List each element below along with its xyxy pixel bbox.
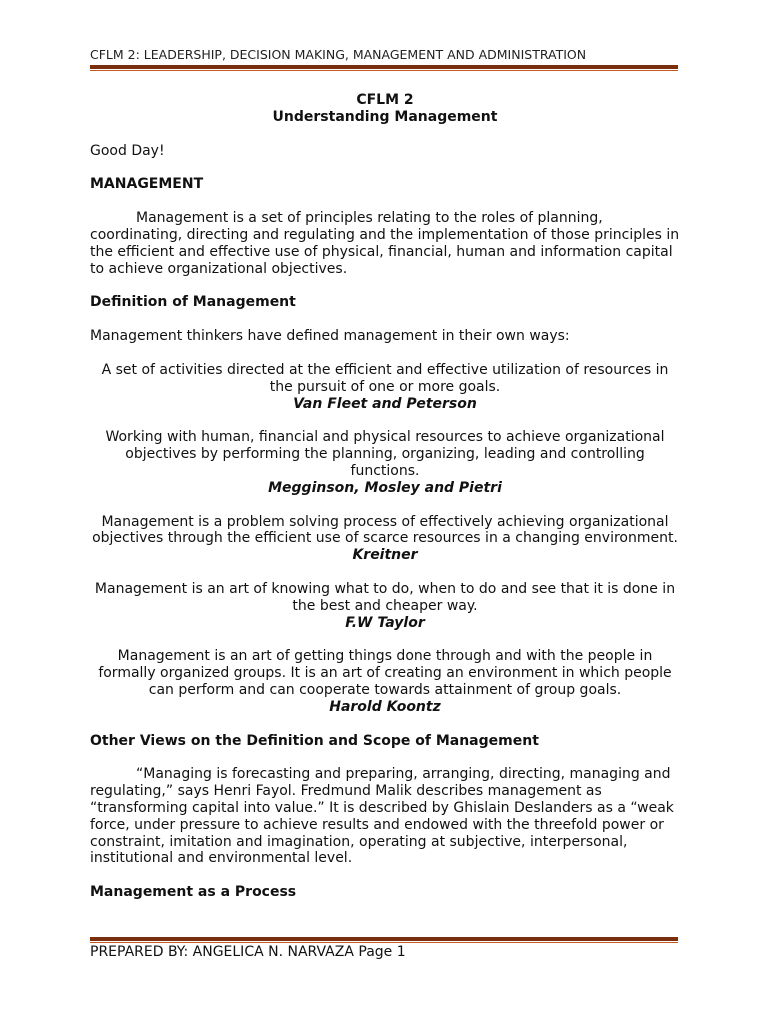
- running-footer: PREPARED BY: ANGELICA N. NARVAZA Page 1: [90, 944, 406, 960]
- footer-rule: [90, 937, 678, 943]
- definition-author: Megginson, Mosley and Pietri: [268, 479, 502, 496]
- paragraph-management: Management is a set of principles relating to the roles of planning, coordinating, directing and regulating and the implementation of those principles in the efficient and effective use of physical, financial, human and information capital to achieve organizational objectives.: [90, 210, 680, 277]
- running-header: CFLM 2: LEADERSHIP, DECISION MAKING, MANAGEMENT AND ADMINISTRATION: [90, 47, 587, 62]
- paragraph-other-views: “Managing is forecasting and preparing, arranging, directing, managing and regulating,” says Henri Fayol. Fredmund Malik describes management as “transforming capital into value.” It is described by Ghislain Deslanders as a “weak force, under pressure to achieve results and endowed with the threefold power or constraint, imitation and imagination, operating at subjective, interpersonal, institutional and environmental level.: [90, 766, 674, 867]
- heading-process: Management as a Process: [90, 884, 297, 901]
- definition-text: Management is an art of knowing what to do, when to do and see that it is done in the best and cheaper way.: [94, 580, 676, 614]
- definition-author: Van Fleet and Peterson: [293, 395, 477, 412]
- definition-author: Kreitner: [352, 547, 418, 564]
- heading-management: MANAGEMENT: [90, 176, 204, 193]
- document-subtitle: Understanding Management: [272, 108, 498, 125]
- definitions-intro: Management thinkers have defined management in their own ways:: [90, 328, 570, 345]
- heading-definition: Definition of Management: [90, 294, 296, 311]
- definition-text: Management is an art of getting things done through and with the people in formally organized groups. It is an art of creating an environment in which people can perform and can cooperate towards attainment of group goals.: [98, 648, 672, 698]
- definition-text: Management is a problem solving process of effectively achieving organizational objectives through the efficient use of scarce resources in a changing environment.: [92, 513, 678, 547]
- header-rule: [90, 65, 678, 71]
- definition-text: A set of activities directed at the efficient and effective utilization of resources in the pursuit of one or more goals.: [101, 361, 669, 395]
- definition-author: F.W Taylor: [345, 614, 425, 631]
- definition-text: Working with human, financial and physical resources to achieve organizational objectives by performing the planning, organizing, leading and controlling functions.: [105, 429, 665, 479]
- definition-author: Harold Koontz: [329, 698, 441, 715]
- greeting: Good Day!: [90, 142, 165, 159]
- document-body: [90, 92, 680, 901]
- document-title: CFLM 2: [356, 92, 414, 108]
- heading-other-views: Other Views on the Definition and Scope of Management: [90, 732, 539, 749]
